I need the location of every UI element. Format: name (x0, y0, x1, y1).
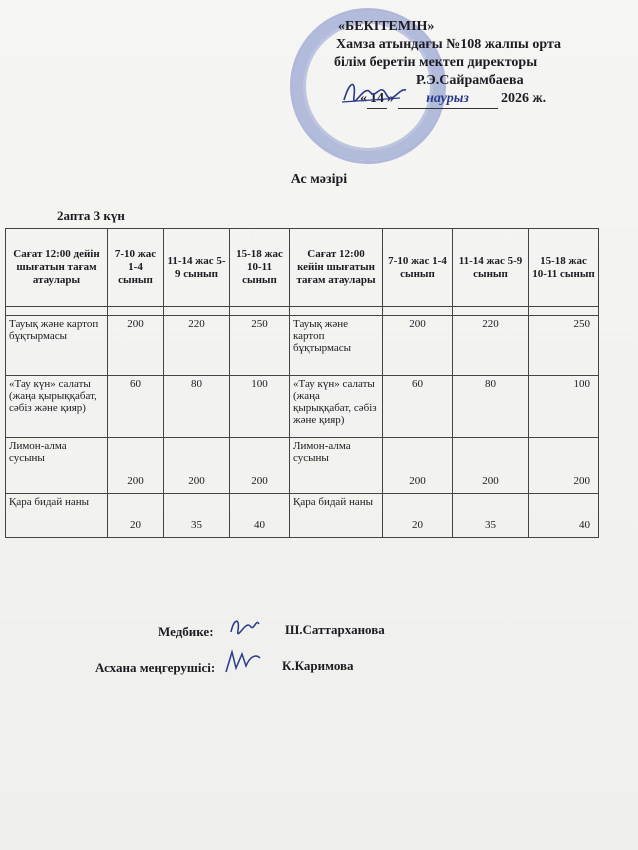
header-age-7-10-pm: 7-10 жас 1-4 сынып (383, 229, 453, 307)
portion-cell: 60 (108, 376, 164, 438)
date-year: 2026 ж. (501, 91, 547, 106)
approval-director-name: Р.Э.Сайрамбаева (416, 73, 524, 88)
director-signature (340, 78, 410, 106)
portion-cell: 200 (230, 438, 290, 494)
table-row (6, 376, 599, 438)
portion-cell: 35 (453, 494, 529, 538)
menu-title: Ас мәзірі (290, 172, 348, 187)
portion-cell: 40 (230, 494, 290, 538)
dish-pm: «Тау күн» салаты (жаңа қырыққабат, сәбіз және қияр) (290, 376, 383, 438)
dish-am: «Тау күн» салаты (жаңа қырыққабат, сәбіз және қияр) (6, 376, 108, 438)
portion-cell: 250 (230, 316, 290, 376)
menu-table (5, 228, 599, 538)
portion-cell: 200 (383, 316, 453, 376)
date-open-quote: « (360, 91, 367, 106)
dish-am: Қара бидай наны (6, 494, 108, 538)
portion-cell: 40 (529, 494, 599, 538)
approval-position-line: білім беретін мектеп директоры (334, 55, 538, 70)
header-age-7-10-am: 7-10 жас 1-4 сынып (108, 229, 164, 307)
dish-am: Тауық және картоп бұқтырмасы (6, 316, 108, 376)
date-day: 14 (367, 90, 387, 109)
kitchen-manager-name: К.Каримова (282, 658, 354, 673)
dish-pm: Қара бидай наны (290, 494, 383, 538)
portion-cell: 80 (453, 376, 529, 438)
kitchen-manager-label: Асхана меңгерушісі: (95, 660, 216, 675)
table-row (6, 316, 599, 376)
header-dish-am: Сағат 12:00 дейін шығатын тағам атаулары (6, 229, 108, 307)
portion-cell: 20 (108, 494, 164, 538)
kitchen-manager-signature (222, 646, 264, 676)
portion-cell: 20 (383, 494, 453, 538)
header-dish-pm: Сағат 12:00 кейін шығатын тағам атаулары (290, 229, 383, 307)
table-header-row (6, 229, 599, 307)
portion-cell: 200 (529, 438, 599, 494)
portion-cell: 100 (529, 376, 599, 438)
header-age-11-14-am: 11-14 жас 5-9 сынып (164, 229, 230, 307)
portion-cell: 200 (108, 316, 164, 376)
dish-am: Лимон-алма сусыны (6, 438, 108, 494)
dish-pm: Тауық және картоп бұқтырмасы (290, 316, 383, 376)
nurse-signature (228, 614, 262, 638)
portion-cell: 200 (108, 438, 164, 494)
portion-cell: 100 (230, 376, 290, 438)
header-age-15-18-am: 15-18 жас 10-11 сынып (230, 229, 290, 307)
table-row (6, 494, 599, 538)
date-close-quote: » (387, 91, 394, 106)
portion-cell: 220 (164, 316, 230, 376)
portion-cell: 60 (383, 376, 453, 438)
dish-pm: Лимон-алма сусыны (290, 438, 383, 494)
approval-school-line: Хамза атындағы №108 жалпы орта (336, 37, 561, 52)
week-day-label: 2апта 3 күн (57, 208, 125, 223)
portion-cell: 200 (383, 438, 453, 494)
portion-cell: 200 (453, 438, 529, 494)
header-age-11-14-pm: 11-14 жас 5-9 сынып (453, 229, 529, 307)
portion-cell: 200 (164, 438, 230, 494)
table-row (6, 438, 599, 494)
portion-cell: 220 (453, 316, 529, 376)
approval-heading: «БЕКІТЕМІН» (338, 19, 435, 34)
date-month: наурыз (398, 90, 498, 109)
portion-cell: 35 (164, 494, 230, 538)
nurse-name: Ш.Саттарханова (285, 622, 385, 637)
portion-cell: 250 (529, 316, 599, 376)
nurse-label: Медбике: (158, 624, 214, 639)
header-age-15-18-pm: 15-18 жас 10-11 сынып (529, 229, 599, 307)
portion-cell: 80 (164, 376, 230, 438)
table-spacer-row (6, 307, 599, 316)
